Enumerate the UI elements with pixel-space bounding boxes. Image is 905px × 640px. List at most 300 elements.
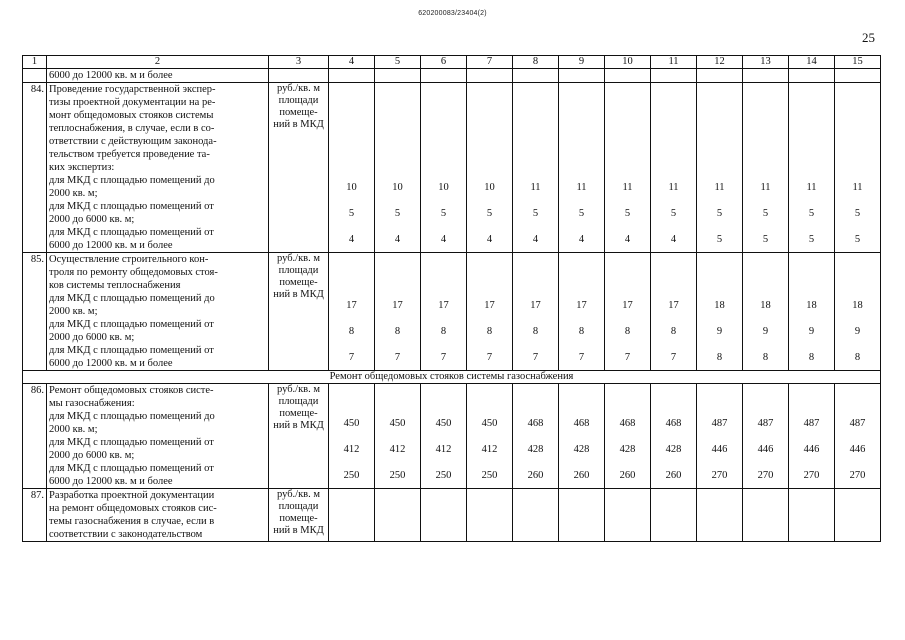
value-stack (607, 292, 648, 370)
value-stack (423, 410, 464, 488)
column-header: 3 (269, 56, 329, 69)
value-stack (515, 174, 556, 252)
value-cell (329, 489, 375, 542)
subrow-line: 2000 до 6000 кв. м; (49, 450, 135, 461)
value: 9 (808, 325, 815, 337)
value: 4 (624, 233, 631, 245)
value-spacer (515, 384, 556, 410)
value-cell (513, 384, 559, 489)
row-number: 86. (23, 384, 47, 489)
value-spacer (607, 489, 648, 541)
value: 428 (665, 443, 682, 455)
table-row (23, 83, 881, 253)
value-stack (653, 410, 694, 488)
value-cell (375, 489, 421, 542)
value: 9 (854, 325, 861, 337)
value-cell (559, 489, 605, 542)
value-spacer (469, 489, 510, 541)
value-spacer (515, 83, 556, 174)
value-cell (467, 83, 513, 253)
value: 487 (711, 417, 728, 429)
value-stack (423, 292, 464, 370)
column-header: 11 (651, 56, 697, 69)
description-line: теплоснабжения, в случае, если в со- (49, 123, 215, 134)
value: 428 (573, 443, 590, 455)
row-number: 85. (23, 253, 47, 371)
value-stack (561, 410, 602, 488)
value: 10 (346, 181, 357, 193)
value-cell (329, 253, 375, 371)
value-spacer (331, 489, 372, 541)
value: 446 (803, 443, 820, 455)
description-line: тизы проектной документации на ре- (49, 97, 216, 108)
value: 412 (389, 443, 406, 455)
unit-cell (269, 253, 329, 371)
subrow-line: 2000 кв. м; (49, 424, 98, 435)
value-spacer (561, 253, 602, 292)
value-spacer (791, 83, 832, 174)
description-line: Ремонт общедомовых стояков систе- (49, 385, 214, 396)
value-cell (375, 253, 421, 371)
value: 412 (481, 443, 498, 455)
column-header: 7 (467, 56, 513, 69)
value-stack (837, 410, 878, 488)
description-line: ков системы теплоснабжения (49, 280, 181, 291)
value-cell (467, 69, 513, 83)
value-cell (743, 83, 789, 253)
value: 9 (762, 325, 769, 337)
value: 18 (760, 299, 771, 311)
value: 11 (530, 181, 541, 193)
value-cell (743, 69, 789, 83)
value: 446 (849, 443, 866, 455)
value-spacer (837, 489, 878, 541)
description-line: монт общедомовых стояков системы (49, 110, 214, 121)
value-stack (745, 174, 786, 252)
continuation-text: 6000 до 12000 кв. м и более (47, 69, 269, 83)
value-spacer (331, 83, 372, 174)
subrow-line: 2000 до 6000 кв. м; (49, 332, 135, 343)
value-cell (835, 69, 881, 83)
value: 17 (530, 299, 541, 311)
value-cell (789, 69, 835, 83)
value-spacer (515, 253, 556, 292)
value: 11 (806, 181, 817, 193)
value: 468 (527, 417, 544, 429)
subrow-line: для МКД с площадью помещений от (49, 345, 214, 356)
value: 18 (852, 299, 863, 311)
subrow-line: для МКД с площадью помещений до (49, 175, 215, 186)
value-spacer (699, 489, 740, 541)
value: 450 (481, 417, 498, 429)
value: 8 (486, 325, 493, 337)
value: 8 (716, 351, 723, 363)
value-spacer (423, 384, 464, 410)
value: 4 (348, 233, 355, 245)
value-spacer (607, 253, 648, 292)
column-header: 2 (47, 56, 269, 69)
value: 260 (665, 469, 682, 481)
value-stack (699, 174, 740, 252)
subrow-line: 6000 до 12000 кв. м и более (49, 358, 173, 369)
value-stack (377, 292, 418, 370)
value-cell (835, 83, 881, 253)
value: 487 (757, 417, 774, 429)
value: 17 (668, 299, 679, 311)
value-stack (331, 174, 372, 252)
value-spacer (745, 83, 786, 174)
value: 5 (716, 207, 723, 219)
value: 428 (527, 443, 544, 455)
value: 5 (854, 233, 861, 245)
section-heading-row (23, 371, 881, 384)
value: 4 (394, 233, 401, 245)
value-cell (513, 253, 559, 371)
value-stack (699, 410, 740, 488)
value-stack (515, 292, 556, 370)
value: 468 (665, 417, 682, 429)
table-row (23, 489, 881, 542)
value-spacer (745, 253, 786, 292)
value-cell (651, 83, 697, 253)
value: 4 (670, 233, 677, 245)
subrow-line: для МКД с площадью помещений до (49, 293, 215, 304)
value-cell (651, 489, 697, 542)
description-line: Проведение государственной экспер- (49, 84, 216, 95)
value: 7 (624, 351, 631, 363)
column-header: 15 (835, 56, 881, 69)
document-stamp: 620200083/23404(2) (418, 10, 487, 17)
value: 5 (486, 207, 493, 219)
value: 11 (622, 181, 633, 193)
value: 8 (854, 351, 861, 363)
unit-cell (269, 69, 329, 83)
value: 5 (854, 207, 861, 219)
unit-line: руб./кв. м (276, 384, 321, 395)
value-cell (789, 489, 835, 542)
value-cell (789, 83, 835, 253)
value: 260 (527, 469, 544, 481)
value-spacer (469, 83, 510, 174)
value: 412 (343, 443, 360, 455)
subrow-line: для МКД с площадью помещений от (49, 201, 214, 212)
value-cell (789, 253, 835, 371)
subrow-line: 6000 до 12000 кв. м и более (49, 476, 173, 487)
row-description (47, 384, 269, 489)
value-spacer (791, 489, 832, 541)
value: 8 (808, 351, 815, 363)
value-cell (513, 69, 559, 83)
column-header: 13 (743, 56, 789, 69)
value-spacer (377, 384, 418, 410)
value: 11 (852, 181, 863, 193)
value: 446 (711, 443, 728, 455)
value-cell (559, 83, 605, 253)
value: 17 (438, 299, 449, 311)
value: 5 (578, 207, 585, 219)
row-number: 84. (23, 83, 47, 253)
value: 17 (392, 299, 403, 311)
row-description (47, 253, 269, 371)
value: 5 (808, 207, 815, 219)
description-line: ких экспертиз: (49, 162, 115, 173)
value: 11 (668, 181, 679, 193)
value-stack (607, 410, 648, 488)
value-stack (745, 292, 786, 370)
value-stack (791, 174, 832, 252)
value-cell (375, 83, 421, 253)
value: 270 (711, 469, 728, 481)
value-cell (513, 83, 559, 253)
unit-line: ний в МКД (273, 525, 324, 536)
value: 11 (714, 181, 725, 193)
continuation-row (23, 69, 881, 83)
value-cell (835, 489, 881, 542)
unit-line: помеще- (279, 513, 318, 524)
value-cell (375, 384, 421, 489)
row-number: 87. (23, 489, 47, 542)
subrow-line: 2000 до 6000 кв. м; (49, 214, 135, 225)
value: 7 (348, 351, 355, 363)
value-stack (837, 174, 878, 252)
value: 11 (760, 181, 771, 193)
value-cell (651, 69, 697, 83)
value-stack (699, 292, 740, 370)
value: 250 (389, 469, 406, 481)
value-spacer (423, 83, 464, 174)
value-stack (561, 174, 602, 252)
column-header: 9 (559, 56, 605, 69)
value: 5 (716, 233, 723, 245)
description-line: троля по ремонту общедомовых стоя- (49, 267, 218, 278)
value-cell (375, 69, 421, 83)
description-line: соответствии с законодательством (49, 529, 203, 540)
value-cell (697, 384, 743, 489)
value-cell (513, 489, 559, 542)
value-cell (559, 69, 605, 83)
value: 5 (808, 233, 815, 245)
value-spacer (515, 489, 556, 541)
value-spacer (699, 253, 740, 292)
unit-line: ний в МКД (273, 119, 324, 130)
value-spacer (745, 489, 786, 541)
unit-line: помеще- (279, 408, 318, 419)
value-stack (469, 410, 510, 488)
value: 7 (670, 351, 677, 363)
value-spacer (837, 253, 878, 292)
value: 8 (624, 325, 631, 337)
value: 5 (394, 207, 401, 219)
table-row (23, 253, 881, 371)
value: 270 (757, 469, 774, 481)
value-cell (605, 69, 651, 83)
value: 10 (484, 181, 495, 193)
value-spacer (653, 83, 694, 174)
value: 8 (348, 325, 355, 337)
value: 250 (481, 469, 498, 481)
value: 5 (624, 207, 631, 219)
value-cell (743, 384, 789, 489)
value-stack (377, 410, 418, 488)
description-line: тельством требуется проведение та- (49, 149, 210, 160)
value-cell (421, 253, 467, 371)
value-stack (791, 292, 832, 370)
subrow-line: для МКД с площадью помещений от (49, 437, 214, 448)
value-spacer (469, 253, 510, 292)
value: 270 (803, 469, 820, 481)
value: 270 (849, 469, 866, 481)
value-cell (835, 384, 881, 489)
column-header: 5 (375, 56, 421, 69)
value-cell (421, 83, 467, 253)
value-cell (329, 83, 375, 253)
value-cell (743, 489, 789, 542)
value: 468 (573, 417, 590, 429)
value: 7 (532, 351, 539, 363)
value-spacer (653, 384, 694, 410)
value-cell (743, 253, 789, 371)
description-line: мы газоснабжения: (49, 398, 135, 409)
value: 7 (394, 351, 401, 363)
value: 8 (670, 325, 677, 337)
value: 7 (486, 351, 493, 363)
subrow-line: 2000 кв. м; (49, 188, 98, 199)
value: 412 (435, 443, 452, 455)
value-cell (605, 83, 651, 253)
value-spacer (561, 83, 602, 174)
value-spacer (699, 83, 740, 174)
value: 5 (348, 207, 355, 219)
value-spacer (423, 489, 464, 541)
value: 8 (762, 351, 769, 363)
value-stack (331, 292, 372, 370)
column-header: 6 (421, 56, 467, 69)
unit-cell (269, 83, 329, 253)
value-cell (559, 384, 605, 489)
value-stack (515, 410, 556, 488)
unit-line: руб./кв. м (276, 253, 321, 264)
value: 4 (486, 233, 493, 245)
description-line: Разработка проектной документации (49, 490, 215, 501)
value-cell (697, 253, 743, 371)
value: 5 (762, 207, 769, 219)
value: 5 (670, 207, 677, 219)
value: 7 (578, 351, 585, 363)
unit-line: ний в МКД (273, 420, 324, 431)
unit-cell (269, 489, 329, 542)
value-stack (791, 410, 832, 488)
value: 5 (532, 207, 539, 219)
value: 4 (532, 233, 539, 245)
value-cell (651, 384, 697, 489)
value: 8 (440, 325, 447, 337)
value-spacer (607, 83, 648, 174)
value-cell (467, 384, 513, 489)
value: 17 (484, 299, 495, 311)
value-stack (653, 174, 694, 252)
column-header: 4 (329, 56, 375, 69)
column-header: 1 (23, 56, 47, 69)
page-number: 25 (862, 30, 875, 45)
value: 4 (440, 233, 447, 245)
unit-line: площади (278, 501, 319, 512)
value: 10 (438, 181, 449, 193)
value: 8 (578, 325, 585, 337)
subrow-line: для МКД с площадью помещений от (49, 463, 214, 474)
value: 4 (578, 233, 585, 245)
value-cell (329, 69, 375, 83)
value-spacer (331, 384, 372, 410)
value-stack (837, 292, 878, 370)
description-line: темы газоснабжения в случае, если в (49, 516, 215, 527)
value: 8 (394, 325, 401, 337)
value: 5 (440, 207, 447, 219)
value: 7 (440, 351, 447, 363)
value-cell (421, 384, 467, 489)
value: 250 (435, 469, 452, 481)
value: 11 (576, 181, 587, 193)
value-stack (561, 292, 602, 370)
value-cell (605, 253, 651, 371)
value-stack (469, 292, 510, 370)
value: 450 (389, 417, 406, 429)
value-cell (835, 253, 881, 371)
column-header: 14 (789, 56, 835, 69)
value: 450 (343, 417, 360, 429)
subrow-line: 2000 кв. м; (49, 306, 98, 317)
value-cell (605, 489, 651, 542)
value-cell (789, 384, 835, 489)
unit-line: помеще- (279, 277, 318, 288)
value-spacer (607, 384, 648, 410)
value-spacer (837, 83, 878, 174)
unit-line: ний в МКД (273, 289, 324, 300)
value-spacer (791, 253, 832, 292)
value-spacer (653, 253, 694, 292)
row-number-cell (23, 69, 47, 83)
value: 9 (716, 325, 723, 337)
value: 10 (392, 181, 403, 193)
description-line: на ремонт общедомовых стояков сис- (49, 503, 217, 514)
unit-line: помеще- (279, 107, 318, 118)
value: 17 (346, 299, 357, 311)
value: 18 (714, 299, 725, 311)
table-body (23, 69, 881, 542)
value-cell (467, 253, 513, 371)
value-cell (605, 384, 651, 489)
column-header: 8 (513, 56, 559, 69)
value-spacer (469, 384, 510, 410)
value: 17 (576, 299, 587, 311)
value: 446 (757, 443, 774, 455)
value-stack (331, 410, 372, 488)
value-cell (421, 489, 467, 542)
value-cell (697, 489, 743, 542)
value-cell (651, 253, 697, 371)
value-spacer (699, 384, 740, 410)
value-spacer (423, 253, 464, 292)
value-spacer (561, 384, 602, 410)
value-stack (653, 292, 694, 370)
unit-line: площади (278, 265, 319, 276)
value-spacer (377, 83, 418, 174)
value-spacer (653, 489, 694, 541)
value: 428 (619, 443, 636, 455)
value: 260 (573, 469, 590, 481)
subrow-line: для МКД с площадью помещений до (49, 411, 215, 422)
value: 18 (806, 299, 817, 311)
column-number-row (23, 56, 881, 69)
